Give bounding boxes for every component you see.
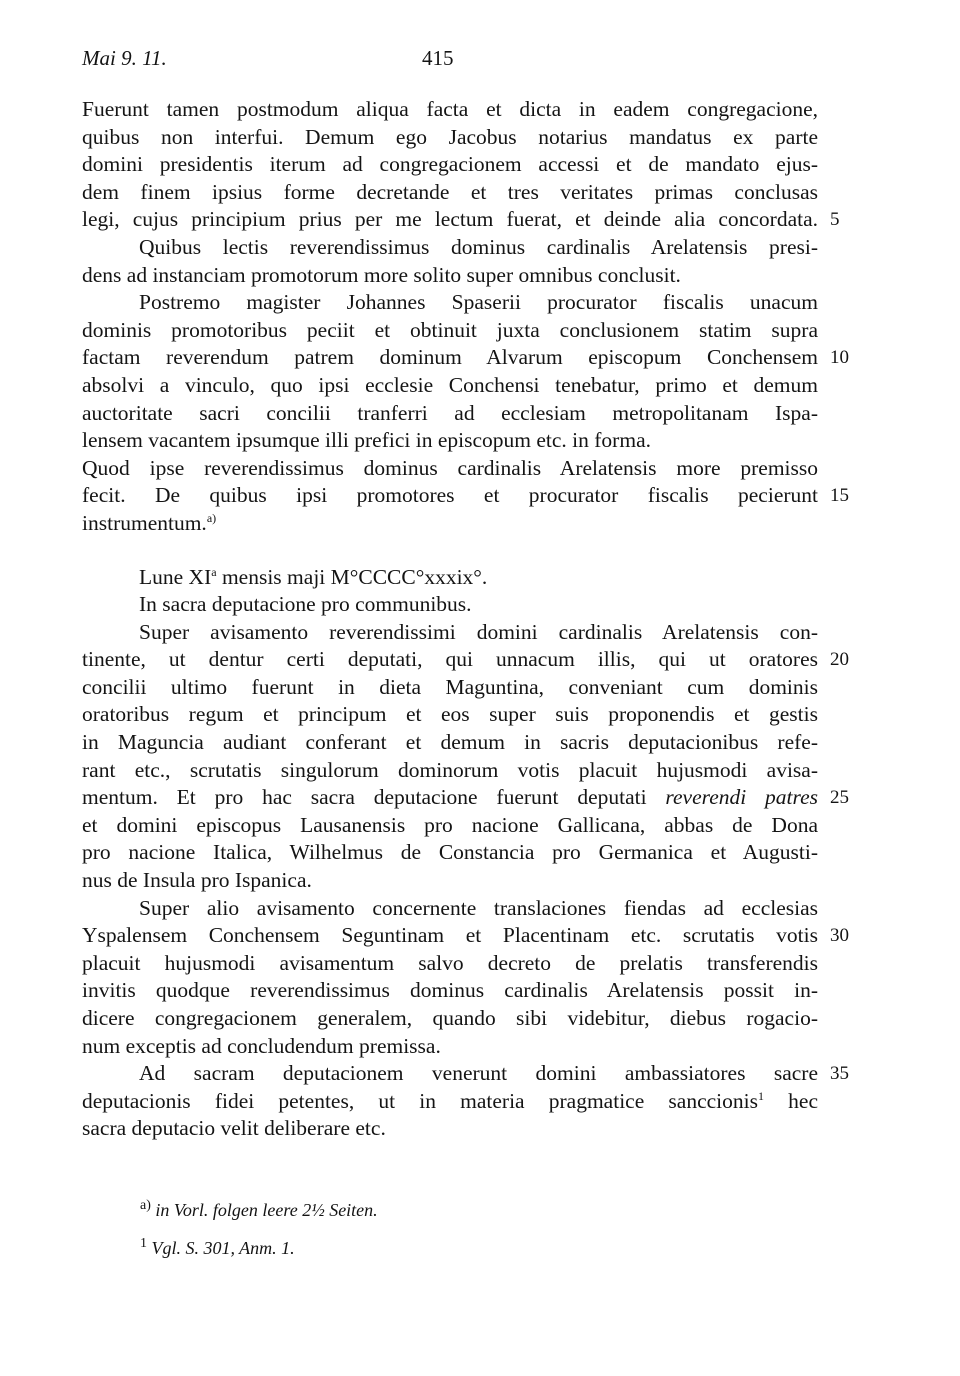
text-line: [82, 757, 818, 785]
line-number: 20: [830, 649, 849, 671]
text-line: [82, 124, 818, 152]
line-number: 10: [830, 347, 849, 369]
line-text: Yspalensem Conchensem Seguntinam et Placentinam etc. scrutatis votis: [82, 923, 818, 948]
text-line: [82, 344, 849, 372]
text-line: [82, 784, 849, 812]
text-line: [82, 151, 818, 179]
line-text: placuit hujusmodi avisamentum salvo decreto de prelatis transferendis: [82, 950, 818, 975]
line-text: Lune XI: [139, 564, 212, 589]
footnote-1-text: Vgl. S. 301, Anm. 1.: [151, 1238, 295, 1258]
line-text: dominis promotoribus peciit et obtinuit juxta conclusionem statim supra: [82, 317, 818, 342]
text-line: [82, 234, 818, 262]
line-number: 15: [830, 485, 849, 507]
text-line: [82, 1088, 818, 1116]
line-text: in Maguncia audiant conferant et demum in sacris deputacionibus refe-: [82, 730, 818, 755]
text-line: [82, 262, 818, 290]
text-line: [82, 646, 849, 674]
line-text: Quibus lectis reverendissimus dominus cardinalis Arelatensis presi-: [139, 234, 818, 259]
line-text: concilii ultimo fuerunt in dieta Maguntina, conveniant cum dominis: [82, 674, 818, 699]
line-text: Quod ipse reverendissimus dominus cardinalis Arelatensis more premisso: [82, 455, 818, 480]
line-text: pro nacione Italica, Wilhelmus de Constancia pro Germanica et Augusti-: [82, 840, 818, 865]
line-number: 35: [830, 1063, 849, 1085]
text-line: [82, 1060, 849, 1088]
text-line: [82, 729, 818, 757]
line-text: rant etc., scrutatis singulorum dominorum votis placuit hujusmodi avisa-: [82, 757, 818, 782]
text-line: [82, 179, 818, 207]
line-number: 25: [830, 787, 849, 809]
line-text: lensem vacantem ipsumque illi prefici in episcopum etc. in forma.: [82, 428, 651, 453]
line-text-continued: hec: [763, 1088, 818, 1113]
text-line: [82, 674, 818, 702]
footnote-1-mark: 1: [140, 1236, 147, 1251]
text-line: [82, 591, 818, 619]
line-text: et domini episcopus Lausanensis pro nacione Gallicana, abbas de Dona: [82, 812, 818, 837]
line-text: oratoribus regum et principum et eos super suis proponendis et gestis: [82, 702, 818, 727]
text-line: [82, 1005, 818, 1033]
text-line: [82, 400, 818, 428]
line-text: Super alio avisamento concernente translaciones fiendas ad ecclesias: [139, 895, 818, 920]
text-line: [82, 812, 818, 840]
body-text: [82, 96, 849, 1143]
footnote-a: [140, 1198, 378, 1221]
line-text: instrumentum.: [82, 510, 207, 535]
text-line: [82, 839, 818, 867]
text-line: [82, 1115, 818, 1143]
line-text: nus de Insula pro Ispanica.: [82, 868, 312, 893]
line-text: quibus non interfui. Demum ego Jacobus notarius mandatus ex parte: [82, 124, 818, 149]
line-text: Postremo magister Johannes Spaserii procurator fiscalis unacum: [139, 290, 818, 315]
line-text: sacra deputacio velit deliberare etc.: [82, 1116, 386, 1141]
text-line: [82, 372, 818, 400]
line-text: fecit. De quibus ipsi promotores et procurator fiscalis pecierunt: [82, 483, 818, 508]
footnote-1: [140, 1236, 295, 1259]
text-line: [82, 619, 818, 647]
text-line: [82, 427, 818, 455]
page-number: 415: [422, 46, 454, 70]
text-line: [82, 96, 818, 124]
text-line: [82, 289, 818, 317]
line-text: dicere congregacionem generalem, quando sibi videbitur, diebus rogacio-: [82, 1006, 818, 1030]
superscript-mark: a): [206, 510, 217, 525]
line-text: In sacra deputacione pro communibus.: [139, 592, 472, 617]
superscript-mark: 1: [757, 1088, 764, 1103]
line-text: Super avisamento reverendissimi domini cardinalis Arelatensis con-: [139, 619, 818, 644]
line-text: legi, cujus principium prius per me lectum fuerat, et deinde alia concordata.: [82, 207, 818, 232]
line-text: tinente, ut dentur certi deputati, qui unnacum illis, qui ut oratores: [82, 647, 818, 672]
text-line: [82, 922, 849, 950]
text-line: [82, 455, 818, 483]
text-line: [82, 482, 849, 510]
text-line: [82, 977, 818, 1005]
running-head: Mai 9. 11.: [82, 46, 167, 70]
text-line: [82, 950, 818, 978]
line-italic-text: reverendi patres: [665, 785, 818, 810]
superscript-mark: a: [211, 564, 217, 579]
section-gap: [82, 538, 818, 564]
text-line: [82, 867, 818, 895]
footnote-a-mark: a): [140, 1198, 151, 1213]
text-line: [82, 206, 840, 234]
line-text: dens ad instanciam promotorum more solito super omnibus conclusit.: [82, 262, 681, 287]
line-text: absolvi a vinculo, quo ipsi ecclesie Conchensi tenebatur, primo et demum: [82, 372, 818, 397]
text-line: [82, 895, 818, 923]
footnote-a-text: in Vorl. folgen leere 2½ Seiten.: [155, 1200, 378, 1220]
line-text-continued: mensis maji M°CCCC°xxxix°.: [216, 564, 488, 589]
text-line: [82, 564, 818, 592]
text-line: [82, 1033, 818, 1061]
text-line: [82, 317, 818, 345]
line-number: 30: [830, 925, 849, 947]
line-text: mentum. Et pro hac sacra deputacione fuerunt deputati: [82, 785, 666, 810]
page-header: [82, 46, 818, 78]
text-line: [82, 701, 818, 729]
line-text: deputacionis fidei petentes, ut in materia pragmatice sanccionis: [82, 1088, 758, 1113]
line-text: num exceptis ad concludendum premissa.: [82, 1033, 441, 1058]
line-text: auctoritate sacri concilii tranferri ad ecclesiam metropolitanam Ispa-: [82, 400, 818, 425]
line-text: Ad sacram deputacionem venerunt domini ambassiatores sacre: [139, 1061, 818, 1086]
text-line: [82, 510, 818, 538]
line-text: Fuerunt tamen postmodum aliqua facta et dicta in eadem congregacione,: [82, 97, 818, 121]
line-text: invitis quodque reverendissimus dominus cardinalis Arelatensis possit in-: [82, 978, 818, 1003]
line-number: 5: [830, 209, 840, 231]
line-text: dem finem ipsius forme decretande et tres veritates primas conclusas: [82, 179, 818, 204]
line-text: domini presidentis iterum ad congregacionem accessi et de mandato ejus-: [82, 152, 818, 177]
line-text: factam reverendum patrem dominum Alvarum episcopum Conchensem: [82, 345, 818, 370]
